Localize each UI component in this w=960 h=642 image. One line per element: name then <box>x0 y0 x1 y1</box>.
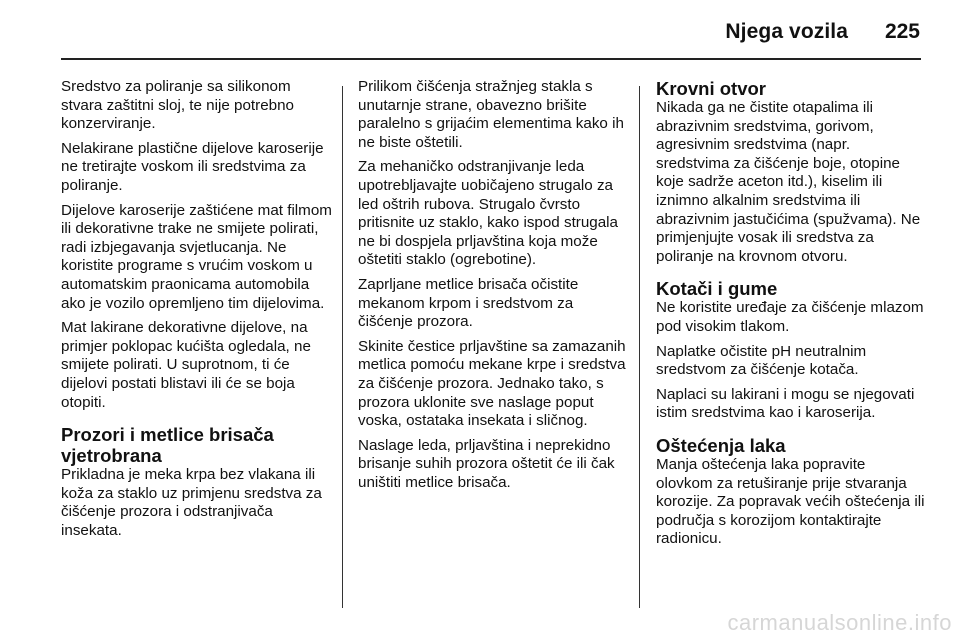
page-number: 225 <box>884 20 920 43</box>
paragraph: Skinite čestice prljavštine sa zamazanih metlica pomoću mekane krpe i sredstva za čišćenje prozora. Jednako tako, s prozora uklonite sve naslage poput voska, ostataka insekata i sličnog. <box>358 337 626 430</box>
column-middle <box>358 78 628 498</box>
page-header <box>0 0 960 60</box>
paragraph: Naplatke očistite pH neutralnim sredstvom za čišćenje kotača. <box>656 342 867 379</box>
paragraph: Prikladna je meka krpa bez vlakana ili koža za staklo uz primjenu sredstva za čišćenje prozora i odstranjivača insekata. <box>61 466 322 539</box>
paragraph: Sredstvo za poliranje sa silikonom stvara zaštitni sloj, te nije potrebno konzerviranje. <box>61 78 294 133</box>
paragraph: Nikada ga ne čistite otapalima ili abrazivnim sredstvima, gorivom, agresivnim sredstvima (napr. sredstvima za čišćenje boje, otopine koje sadrže aceton itd.), kiselim ili iznimno alkalnim sredstvima ili abrazivnim jastučićima (spužvama). Ne primjenjujte vosak ili sredstva za poliranje na krovnom otvoru. <box>656 99 921 265</box>
paragraph: Mat lakirane dekorativne dijelove, na primjer poklopac kućišta ogledala, ne smijete polirati. U suprotnom, ti će dijelovi postati blistavi ili će se boja otopiti. <box>61 319 311 411</box>
page-title: Njega vozila <box>725 20 848 43</box>
paragraph: Naslage leda, prljavština i neprekidno brisanje suhih prozora oštetit će ili čak uništiti metlice brisača. <box>358 436 615 491</box>
paragraph: Nelakirane plastične dijelove karoserije ne tretirajte voskom ili sredstvima za poliranje. <box>61 139 324 194</box>
column-divider <box>639 86 640 608</box>
paragraph: Naplaci su lakirani i mogu se njegovati istim sredstvima kao i karoserija. <box>656 385 915 422</box>
header-rule <box>61 58 921 60</box>
paragraph: Dijelove karoserije zaštićene mat filmom ili dekorativne trake ne smijete polirati, radi izbjegavanja svjetlucanja. Ne koristite programe s vrućim voskom u automatskim praonicama automobila ako je vozilo opremljeno tim dijelovima. <box>61 201 332 312</box>
paragraph: Zaprljane metlice brisača očistite mekanom krpom i sredstvom za čišćenje prozora. <box>358 275 579 331</box>
section-heading: Prozori i metlice brisača vjetrobrana <box>61 424 274 467</box>
paragraph: Prilikom čišćenja stražnjeg stakla s unutarnje strane, obavezno brišite paralelno s grijaćim elementima kako ih ne biste oštetili. <box>358 78 624 151</box>
column-divider <box>342 86 343 608</box>
watermark: carmanualsonline.info <box>727 610 952 635</box>
paragraph: Manja oštećenja laka popravite olovkom za retuširanje prije stvaranja korozije. Za popravak većih oštećenja ili područja s korozijom kontaktirajte radionicu. <box>656 455 925 548</box>
section-heading: Kotači i gume <box>656 278 778 300</box>
column-right <box>656 78 926 555</box>
section-heading: Oštećenja laka <box>656 434 786 456</box>
paragraph: Za mehaničko odstranjivanje leda upotrebljavajte uobičajeno strugalo za led oštrih rubova. Strugalo čvrsto pritisnite uz staklo, kako ispod strugala ne bi dospjela prljavština koja može oštetiti staklo (ogrebotine). <box>358 158 619 269</box>
paragraph: Ne koristite uređaje za čišćenje mlazom pod visokim tlakom. <box>656 299 924 335</box>
section-heading: Krovni otvor <box>656 78 766 99</box>
column-left <box>61 78 333 546</box>
